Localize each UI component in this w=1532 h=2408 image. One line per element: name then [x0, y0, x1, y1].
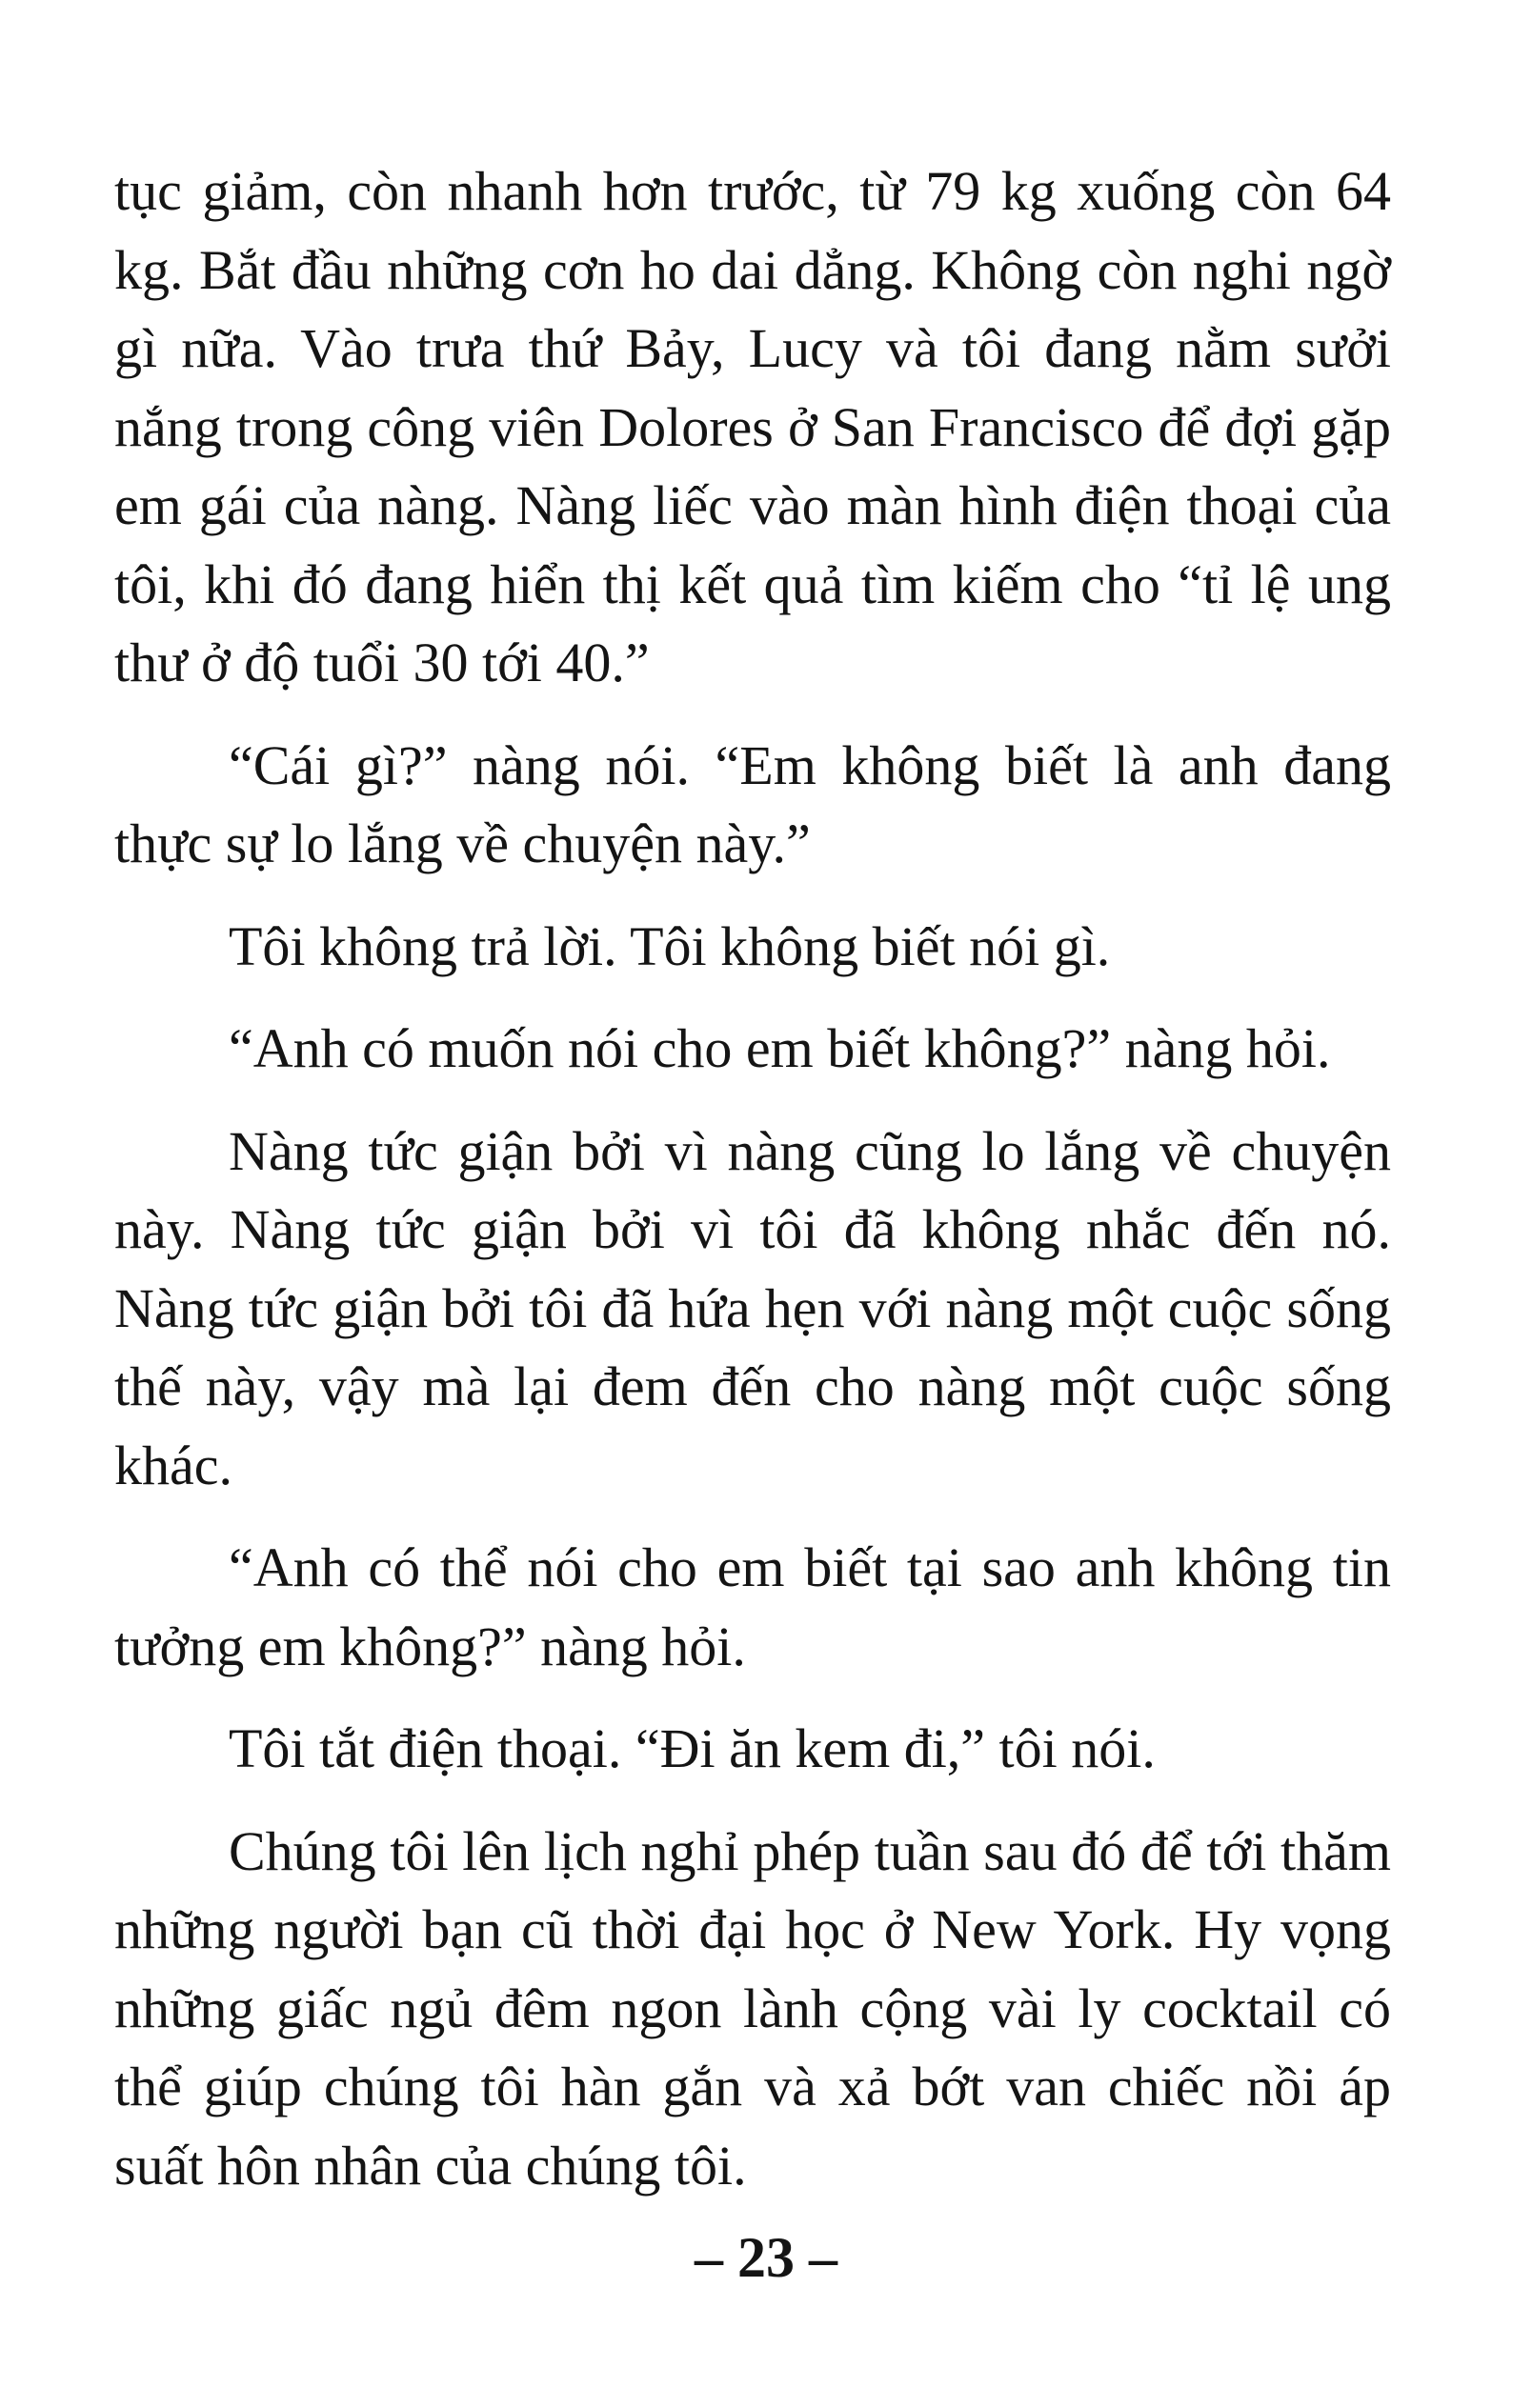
paragraph: Chúng tôi lên lịch nghỉ phép tuần sau đó để tới thăm những người bạn cũ thời đại học ở New York. Hy vọng những giấc ngủ đêm ngon lành cộng vài ly cocktail có thể giúp chúng tôi hàn gắn và xả bớt van chiếc nồi áp suất hôn nhân của chúng tôi. [114, 1819, 1391, 2197]
paragraph: “Anh có thể nói cho em biết tại sao anh không tin tưởng em không?” nàng hỏi. [114, 1536, 1391, 1677]
body-text [114, 152, 1391, 2205]
paragraph: “Cái gì?” nàng nói. “Em không biết là anh đang thực sự lo lắng về chuyện này.” [114, 733, 1391, 874]
paragraph: Tôi tắt điện thoại. “Đi ăn kem đi,” tôi nói. [229, 1717, 1156, 1779]
paragraph: tục giảm, còn nhanh hơn trước, từ 79 kg xuống còn 64 kg. Bắt đầu những cơn ho dai dẳng. Không còn nghi ngờ gì nữa. Vào trưa thứ Bảy, Lucy và tôi đang nằm sưởi nắng trong công viên Dolores ở San Francisco để đợi gặp em gái của nàng. Nàng liếc vào màn hình điện thoại của tôi, khi đó đang hiển thị kết quả tìm kiếm cho “tỉ lệ ung thư ở độ tuổi 30 tới 40.” [114, 160, 1391, 693]
paragraph: “Anh có muốn nói cho em biết không?” nàng hỏi. [229, 1017, 1331, 1079]
page-number: – 23 – [695, 2226, 837, 2289]
paragraph: Nàng tức giận bởi vì nàng cũng lo lắng về chuyện này. Nàng tức giận bởi vì tôi đã không nhắc đến nó. Nàng tức giận bởi tôi đã hứa hẹn với nàng một cuộc sống thế này, vậy mà lại đem đến cho nàng một cuộc sống khác. [114, 1119, 1391, 1496]
paragraph: Tôi không trả lời. Tôi không biết nói gì. [229, 914, 1111, 977]
